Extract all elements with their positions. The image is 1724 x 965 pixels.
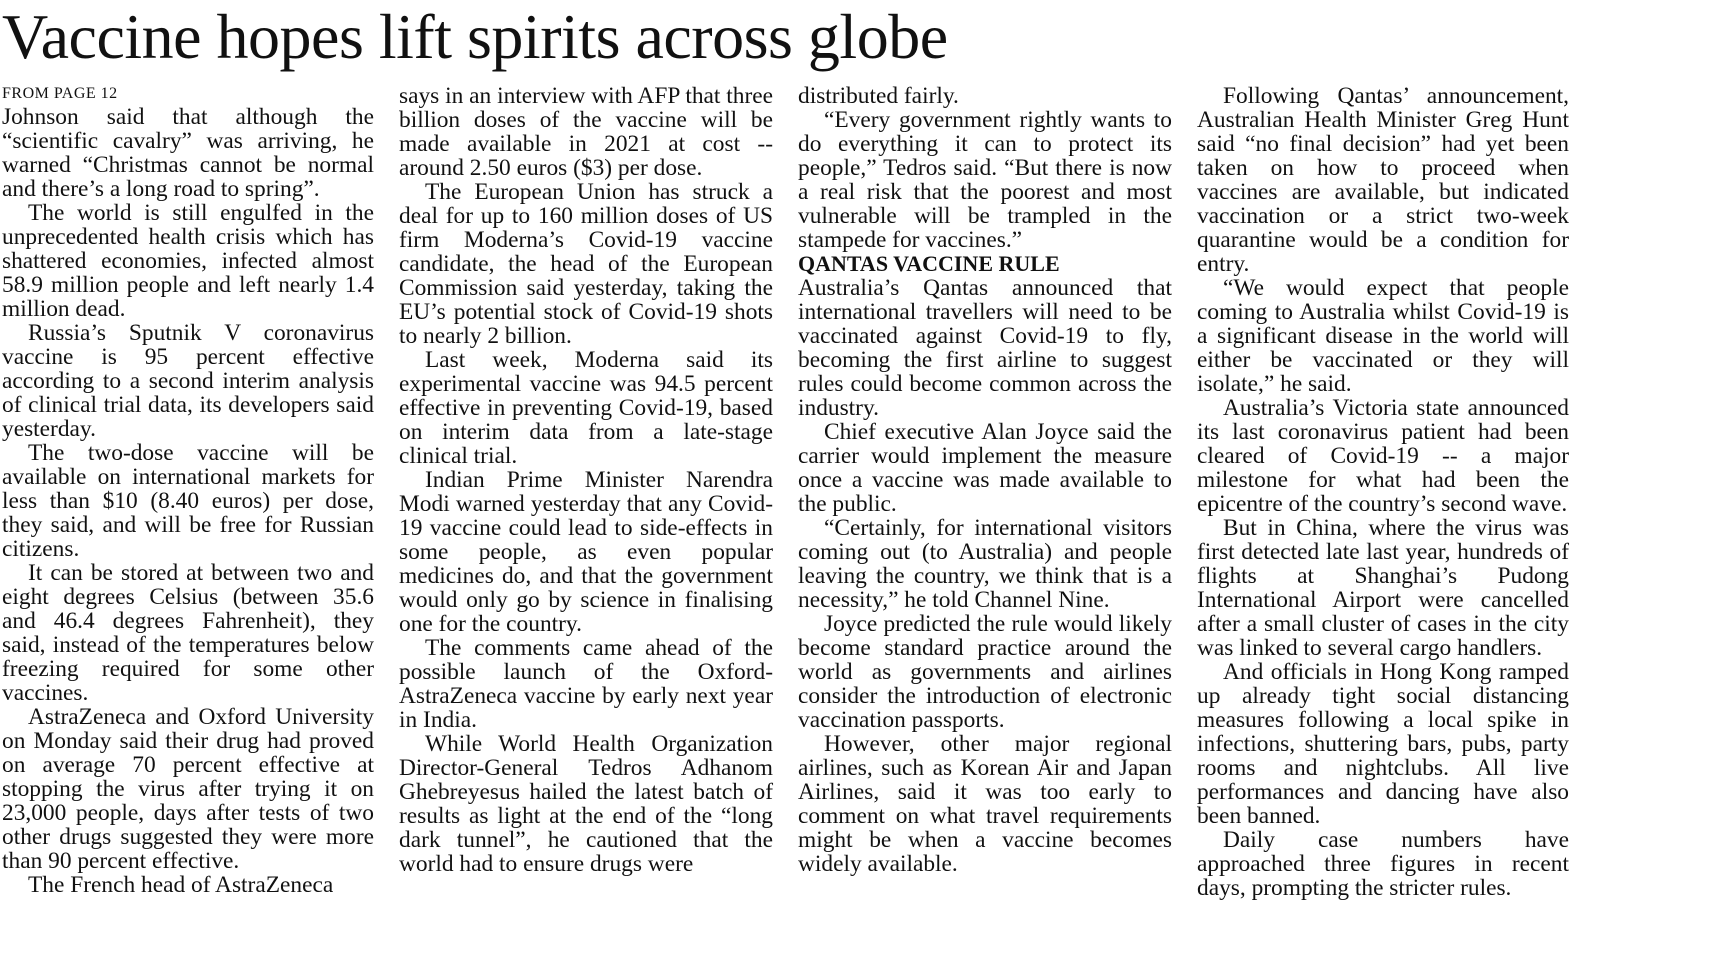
headline: Vaccine hopes lift spirits across globe xyxy=(2,1,948,72)
paragraph: The comments came ahead of the possible launch of the Oxford-AstraZeneca vaccine by early next year in India. xyxy=(399,635,773,733)
subheading: QANTAS VACCINE RULE xyxy=(798,251,1060,276)
column-2 xyxy=(399,84,773,900)
paragraph: But in China, where the virus was first detected late last year, hundreds of flights at Shanghai’s Pudong International Airport were cancelled after a small cluster of cases in the city was linked to several cargo handlers. xyxy=(1197,515,1569,661)
column-3 xyxy=(798,84,1172,900)
paragraph: “Certainly, for international visitors coming out (to Australia) and people leaving the country, we think that is a necessity,” he told Channel Nine. xyxy=(798,515,1172,613)
paragraph: Johnson said that although the “scientific cavalry” was arriving, he warned “Christmas cannot be normal and there’s a long road to spring”. xyxy=(2,104,374,202)
column-4 xyxy=(1197,84,1569,900)
paragraph: Chief executive Alan Joyce said the carrier would implement the measure once a vaccine was made available to the public. xyxy=(798,419,1172,517)
paragraph: Indian Prime Minister Narendra Modi warned yesterday that any Covid-19 vaccine could lead to side-effects in some people, as even popular medicines do, and that the government would only go by science in finalising one for the country. xyxy=(399,467,773,637)
paragraph: The French head of AstraZeneca xyxy=(28,872,334,898)
paragraph: While World Health Organization Director-General Tedros Adhanom Ghebreyesus hailed the latest batch of results as light at the end of the “long dark tunnel”, he cautioned that the world had to ensure drugs were xyxy=(399,731,773,877)
paragraph: However, other major regional airlines, such as Korean Air and Japan Airlines, said it was too early to comment on what travel requirements might be when a vaccine becomes widely available. xyxy=(798,731,1172,877)
paragraph: “Every government rightly wants to do everything it can to protect its people,” Tedros said. “But there is now a real risk that the poorest and most vulnerable will be trampled in the stampede for vaccines.” xyxy=(798,107,1172,253)
article-body xyxy=(2,84,1569,900)
paragraph: Daily case numbers have approached three figures in recent days, prompting the stricter rules. xyxy=(1197,827,1569,901)
column-1 xyxy=(2,84,374,900)
paragraph: distributed fairly. xyxy=(798,83,959,109)
paragraph: Australia’s Victoria state announced its last coronavirus patient had been cleared of Covid-19 -- a major milestone for what had been the epicentre of the country’s second wave. xyxy=(1197,395,1569,517)
paragraph: AstraZeneca and Oxford University on Monday said their drug had proved on average 70 percent effective at stopping the virus after trying it on 23,000 people, days after tests of two other drugs suggested they were more than 90 percent effective. xyxy=(2,704,374,874)
paragraph: It can be stored at between two and eight degrees Celsius (between 35.6 and 46.4 degrees Fahrenheit), they said, instead of the temperatures below freezing required for some other vaccines. xyxy=(2,560,374,706)
paragraph: Joyce predicted the rule would likely become standard practice around the world as governments and airlines consider the introduction of electronic vaccination passports. xyxy=(798,611,1172,733)
paragraph: The European Union has struck a deal for up to 160 million doses of US firm Moderna’s Covid-19 vaccine candidate, the head of the European Commission said yesterday, taking the EU’s potential stock of Covid-19 shots to nearly 2 billion. xyxy=(399,179,773,349)
paragraph: Russia’s Sputnik V coronavirus vaccine is 95 percent effective according to a second interim analysis of clinical trial data, its developers said yesterday. xyxy=(2,320,374,442)
paragraph: Last week, Moderna said its experimental vaccine was 94.5 percent effective in preventing Covid-19, based on interim data from a late-stage clinical trial. xyxy=(399,347,773,469)
jump-line: FROM PAGE 12 xyxy=(2,85,118,102)
paragraph: The two-dose vaccine will be available on international markets for less than $10 (8.40 euros) per dose, they said, and will be free for Russian citizens. xyxy=(2,440,374,562)
paragraph: “We would expect that people coming to Australia whilst Covid-19 is a significant disease in the world will either be vaccinated or they will isolate,” he said. xyxy=(1197,275,1569,397)
paragraph: Following Qantas’ announcement, Australian Health Minister Greg Hunt said “no final decision” had yet been taken on how to proceed when vaccines are available, but indicated vaccination or a strict two-week quarantine would be a condition for entry. xyxy=(1197,83,1569,277)
paragraph: says in an interview with AFP that three billion doses of the vaccine will be made available in 2021 at cost -- around 2.50 euros ($3) per dose. xyxy=(399,83,773,181)
paragraph: Australia’s Qantas announced that international travellers will need to be vaccinated against Covid-19 to fly, becoming the first airline to suggest rules could become common across the industry. xyxy=(798,275,1172,421)
paragraph: And officials in Hong Kong ramped up already tight social distancing measures following a local spike in infections, shuttering bars, pubs, party rooms and nightclubs. All live performances and dancing have also been banned. xyxy=(1197,659,1569,829)
paragraph: The world is still engulfed in the unprecedented health crisis which has shattered economies, infected almost 58.9 million people and left nearly 1.4 million dead. xyxy=(2,200,374,322)
